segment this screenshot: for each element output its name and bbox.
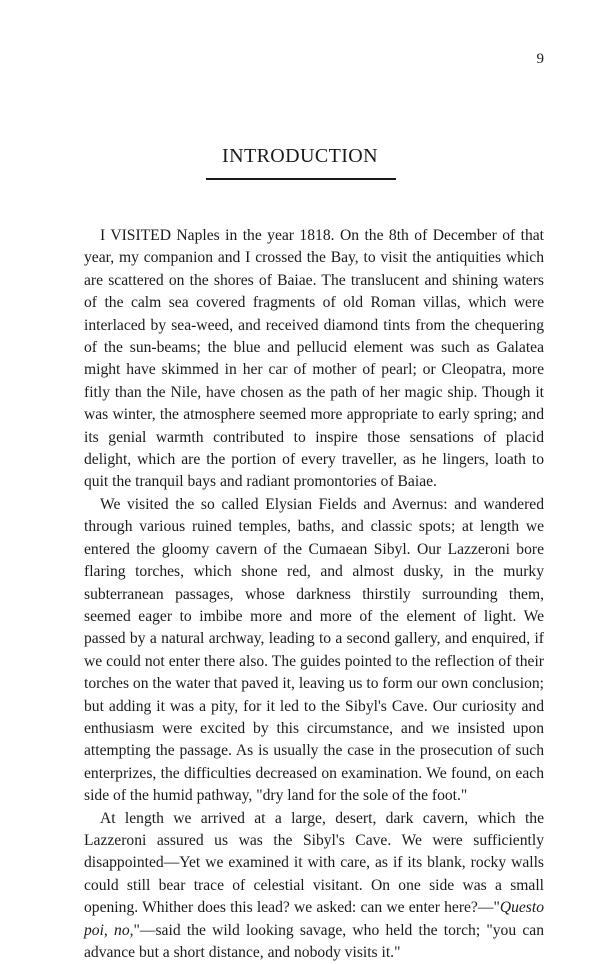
paragraph-3 [84,808,544,964]
italic-quote: Questo poi, no, [84,899,544,939]
paragraph-3-text-end: "—said the wild looking savage, who held the torch; "you can advance but a short distance, and nobody visits it." [84,921,544,961]
page-number: 9 [536,51,544,67]
paragraph-1: I VISITED Naples in the year 1818. On the 8th of December of that year, my companion and I crossed the Bay, to visit the antiquities which are scattered on the shores of Baiae. The translucent and shining waters of the calm sea covered fragments of old Roman villas, which were interlaced by sea-weed, and received diamond tints from the chequering of the sun-beams; the blue and pellucid element was such as Galatea might have skimmed in her car of mother of pearl; or Cleopatra, more fitly than the Nile, have chosen as the path of her magic ship. Though it was winter, the atmosphere seemed more appropriate to early spring; and its genial warmth contributed to inspire those sensations of placid delight, which are the portion of every traveller, as he lingers, loath to quit the tranquil bays and radiant promontories of Baiae. [84,227,544,491]
body-text [84,225,544,964]
chapter-title: INTRODUCTION [222,145,378,167]
paragraph-2: We visited the so called Elysian Fields and Avernus: and wandered through various ruined temples, baths, and classic spots; at length we entered the gloomy cavern of the Cumaean Sibyl. Our Lazzeroni bore flaring torches, which shone red, and almost dusky, in the murky subterranean passages, whose darkness thirstily surrounding them, seemed eager to imbibe more and more of the element of light. We passed by a natural archway, leading to a second gallery, and enquired, if we could not enter there also. The guides pointed to the reflection of their torches on the water that paved it, leaving us to form our own conclusion; but adding it was a pity, for it led to the Sibyl's Cave. Our curiosity and enthusiasm were excited by this circumstance, and we insisted upon attempting the passage. As is usually the case in the prosecution of such enterprizes, the difficulties decreased on examination. We found, on each side of the humid pathway, "dry land for the sole of the foot." [84,495,544,805]
paragraph-3-text: At length we arrived at a large, desert, dark cavern, which the Lazzeroni assured us was the Sibyl's Cave. We were sufficiently disappointed—Yet we examined it with care, as if its blank, rocky walls could still bear trace of celestial visitant. On one side was a small opening. Whither does this lead? we asked: can we enter here?—" [84,809,544,917]
title-divider [206,178,396,180]
